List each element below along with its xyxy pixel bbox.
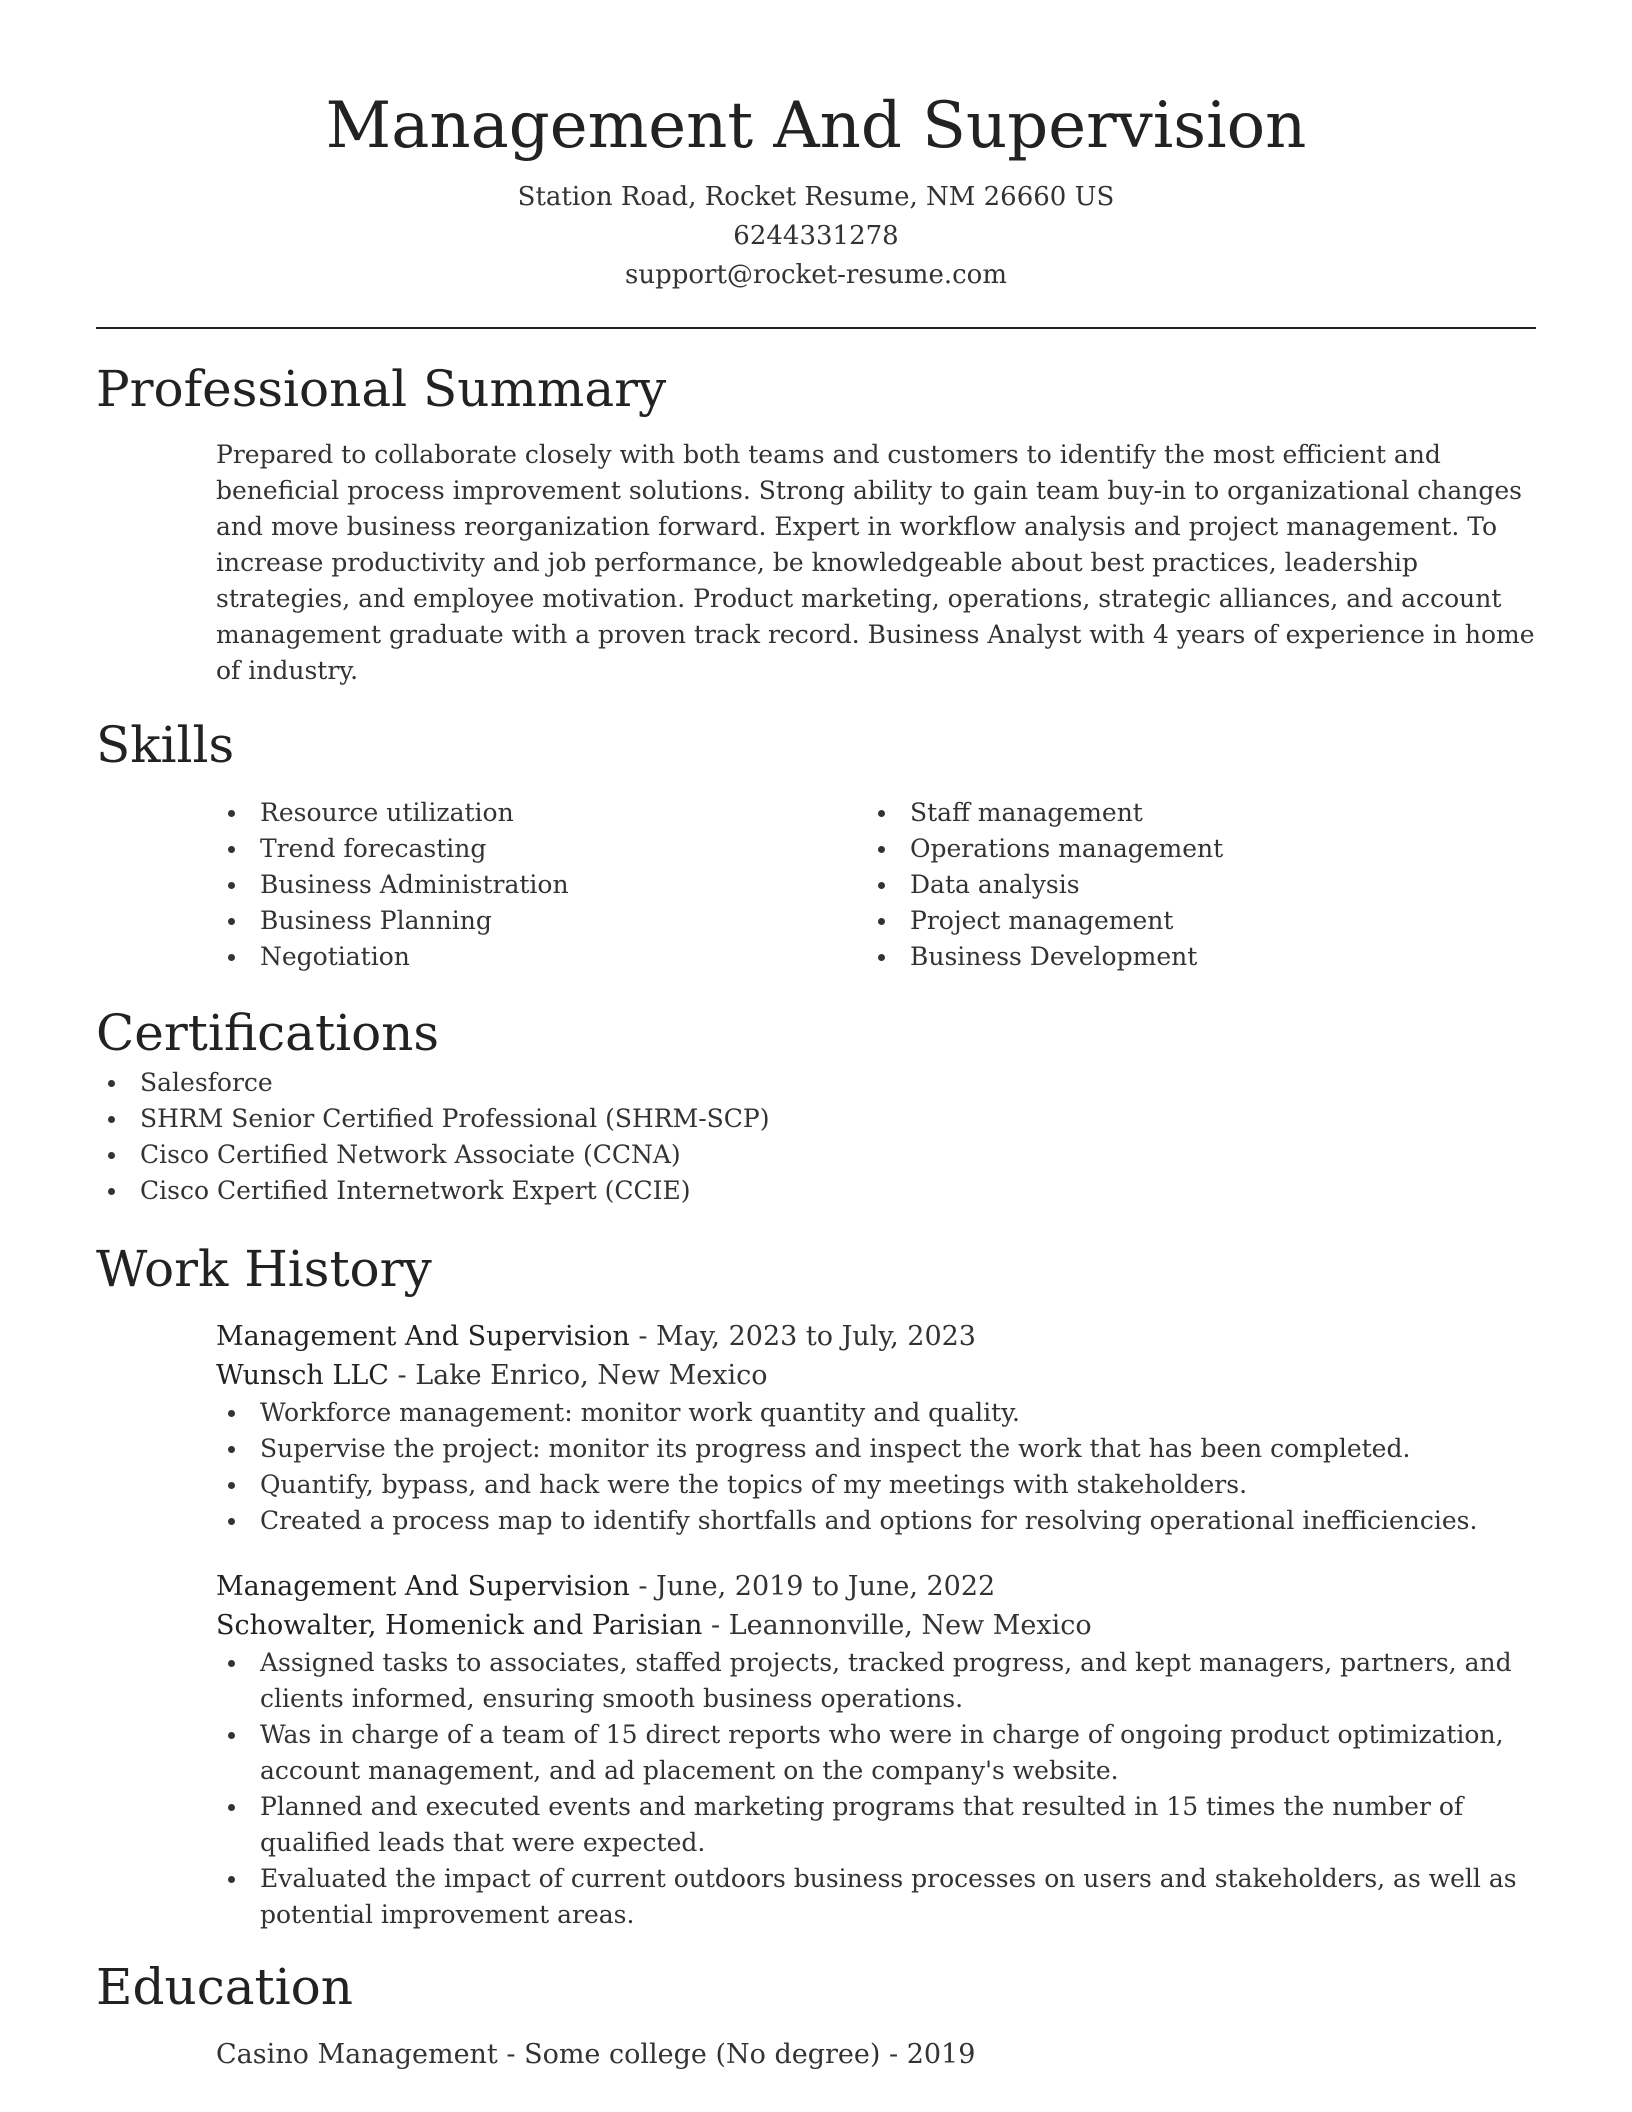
- job-company-line: [216, 1606, 1536, 1645]
- resume-header: [96, 0, 1536, 295]
- skill-item: Trend forecasting: [216, 831, 866, 867]
- certification-item: Cisco Certified Internetwork Expert (CCIE): [96, 1173, 1536, 1209]
- skill-item: Staff management: [866, 795, 1516, 831]
- certification-item: Cisco Certified Network Associate (CCNA): [96, 1137, 1536, 1173]
- summary-text: Prepared to collaborate closely with both teams and customers to identify the most efficient and beneficial process improvement solutions. Strong ability to gain team buy-in to organizational changes and move business reorganization forward. Expert in workflow analysis and project management. To increase productivity and job performance, be knowledgeable about best practices, leadership strategies, and employee motivation. Product marketing, operations, strategic alliances, and account management graduate with a proven track record. Business Analyst with 4 years of experience in home of industry.: [216, 440, 1535, 685]
- skill-item: Data analysis: [866, 867, 1516, 903]
- skill-item: Project management: [866, 903, 1516, 939]
- email-text: support@rocket-resume.com: [624, 260, 1007, 290]
- phone-text: 6244331278: [733, 221, 899, 251]
- job-title-line: [216, 1567, 1536, 1606]
- job-role: Management And Supervision: [216, 1321, 630, 1352]
- job-location: - Lake Enrico, New Mexico: [388, 1360, 768, 1391]
- certification-item: Salesforce: [96, 1065, 1536, 1101]
- candidate-name: Management And Supervision: [325, 89, 1307, 163]
- skills-list-right: [866, 795, 1516, 975]
- job-title-line: [216, 1317, 1536, 1356]
- skills-heading: Skills: [96, 716, 235, 774]
- job-company-line: [216, 1356, 1536, 1395]
- skills-column-right: [866, 795, 1516, 975]
- skill-item: Business Administration: [216, 867, 866, 903]
- job-entry: [216, 1317, 1536, 1539]
- job-duties-list: [216, 1645, 1536, 1933]
- skill-item: Resource utilization: [216, 795, 866, 831]
- certifications-list: [96, 1065, 1536, 1209]
- header-divider: [96, 327, 1536, 329]
- certification-item: SHRM Senior Certified Professional (SHRM-SCP): [96, 1101, 1536, 1137]
- contact-block: [96, 178, 1536, 295]
- job-role: Management And Supervision: [216, 1571, 630, 1602]
- job-duty-item: Was in charge of a team of 15 direct reports who were in charge of ongoing product optimization, account management, and ad placement on the company's website.: [216, 1717, 1536, 1789]
- job-duty-item: Evaluated the impact of current outdoors business processes on users and stakeholders, as well as potential improvement areas.: [216, 1861, 1536, 1933]
- education-heading: Education: [96, 1958, 353, 2016]
- certifications-heading: Certifications: [96, 1004, 440, 1062]
- job-duty-item: Quantify, bypass, and hack were the topics of my meetings with stakeholders.: [216, 1467, 1536, 1503]
- job-dates: - June, 2019 to June, 2022: [629, 1571, 996, 1602]
- skill-item: Business Planning: [216, 903, 866, 939]
- job-location: - Leannonville, New Mexico: [702, 1610, 1092, 1641]
- skill-item: Operations management: [866, 831, 1516, 867]
- job-entry: [216, 1567, 1536, 1933]
- job-duty-item: Planned and executed events and marketing programs that resulted in 15 times the number of qualified leads that were expected.: [216, 1789, 1536, 1861]
- job-dates: - May, 2023 to July, 2023: [629, 1321, 976, 1352]
- work-history-heading: Work History: [96, 1240, 432, 1298]
- skills-grid: [216, 795, 1536, 975]
- skills-column-left: [216, 795, 866, 975]
- skills-list-left: [216, 795, 866, 975]
- job-company: Schowalter, Homenick and Parisian: [216, 1610, 703, 1641]
- job-company: Wunsch LLC: [216, 1360, 389, 1391]
- job-duty-item: Assigned tasks to associates, staffed projects, tracked progress, and kept managers, partners, and clients informed, ensuring smooth business operations.: [216, 1645, 1536, 1717]
- address-text: Station Road, Rocket Resume, NM 26660 US: [517, 182, 1115, 212]
- job-duties-list: [216, 1395, 1536, 1539]
- summary-heading: Professional Summary: [96, 360, 667, 418]
- skill-item: Negotiation: [216, 939, 866, 975]
- job-duty-item: Supervise the project: monitor its progress and inspect the work that has been completed.: [216, 1431, 1536, 1467]
- job-duty-item: Workforce management: monitor work quantity and quality.: [216, 1395, 1536, 1431]
- skill-item: Business Development: [866, 939, 1516, 975]
- education-entry: Casino Management - Some college (No degree) - 2019: [216, 2039, 976, 2070]
- job-duty-item: Created a process map to identify shortfalls and options for resolving operational inefficiencies.: [216, 1503, 1536, 1539]
